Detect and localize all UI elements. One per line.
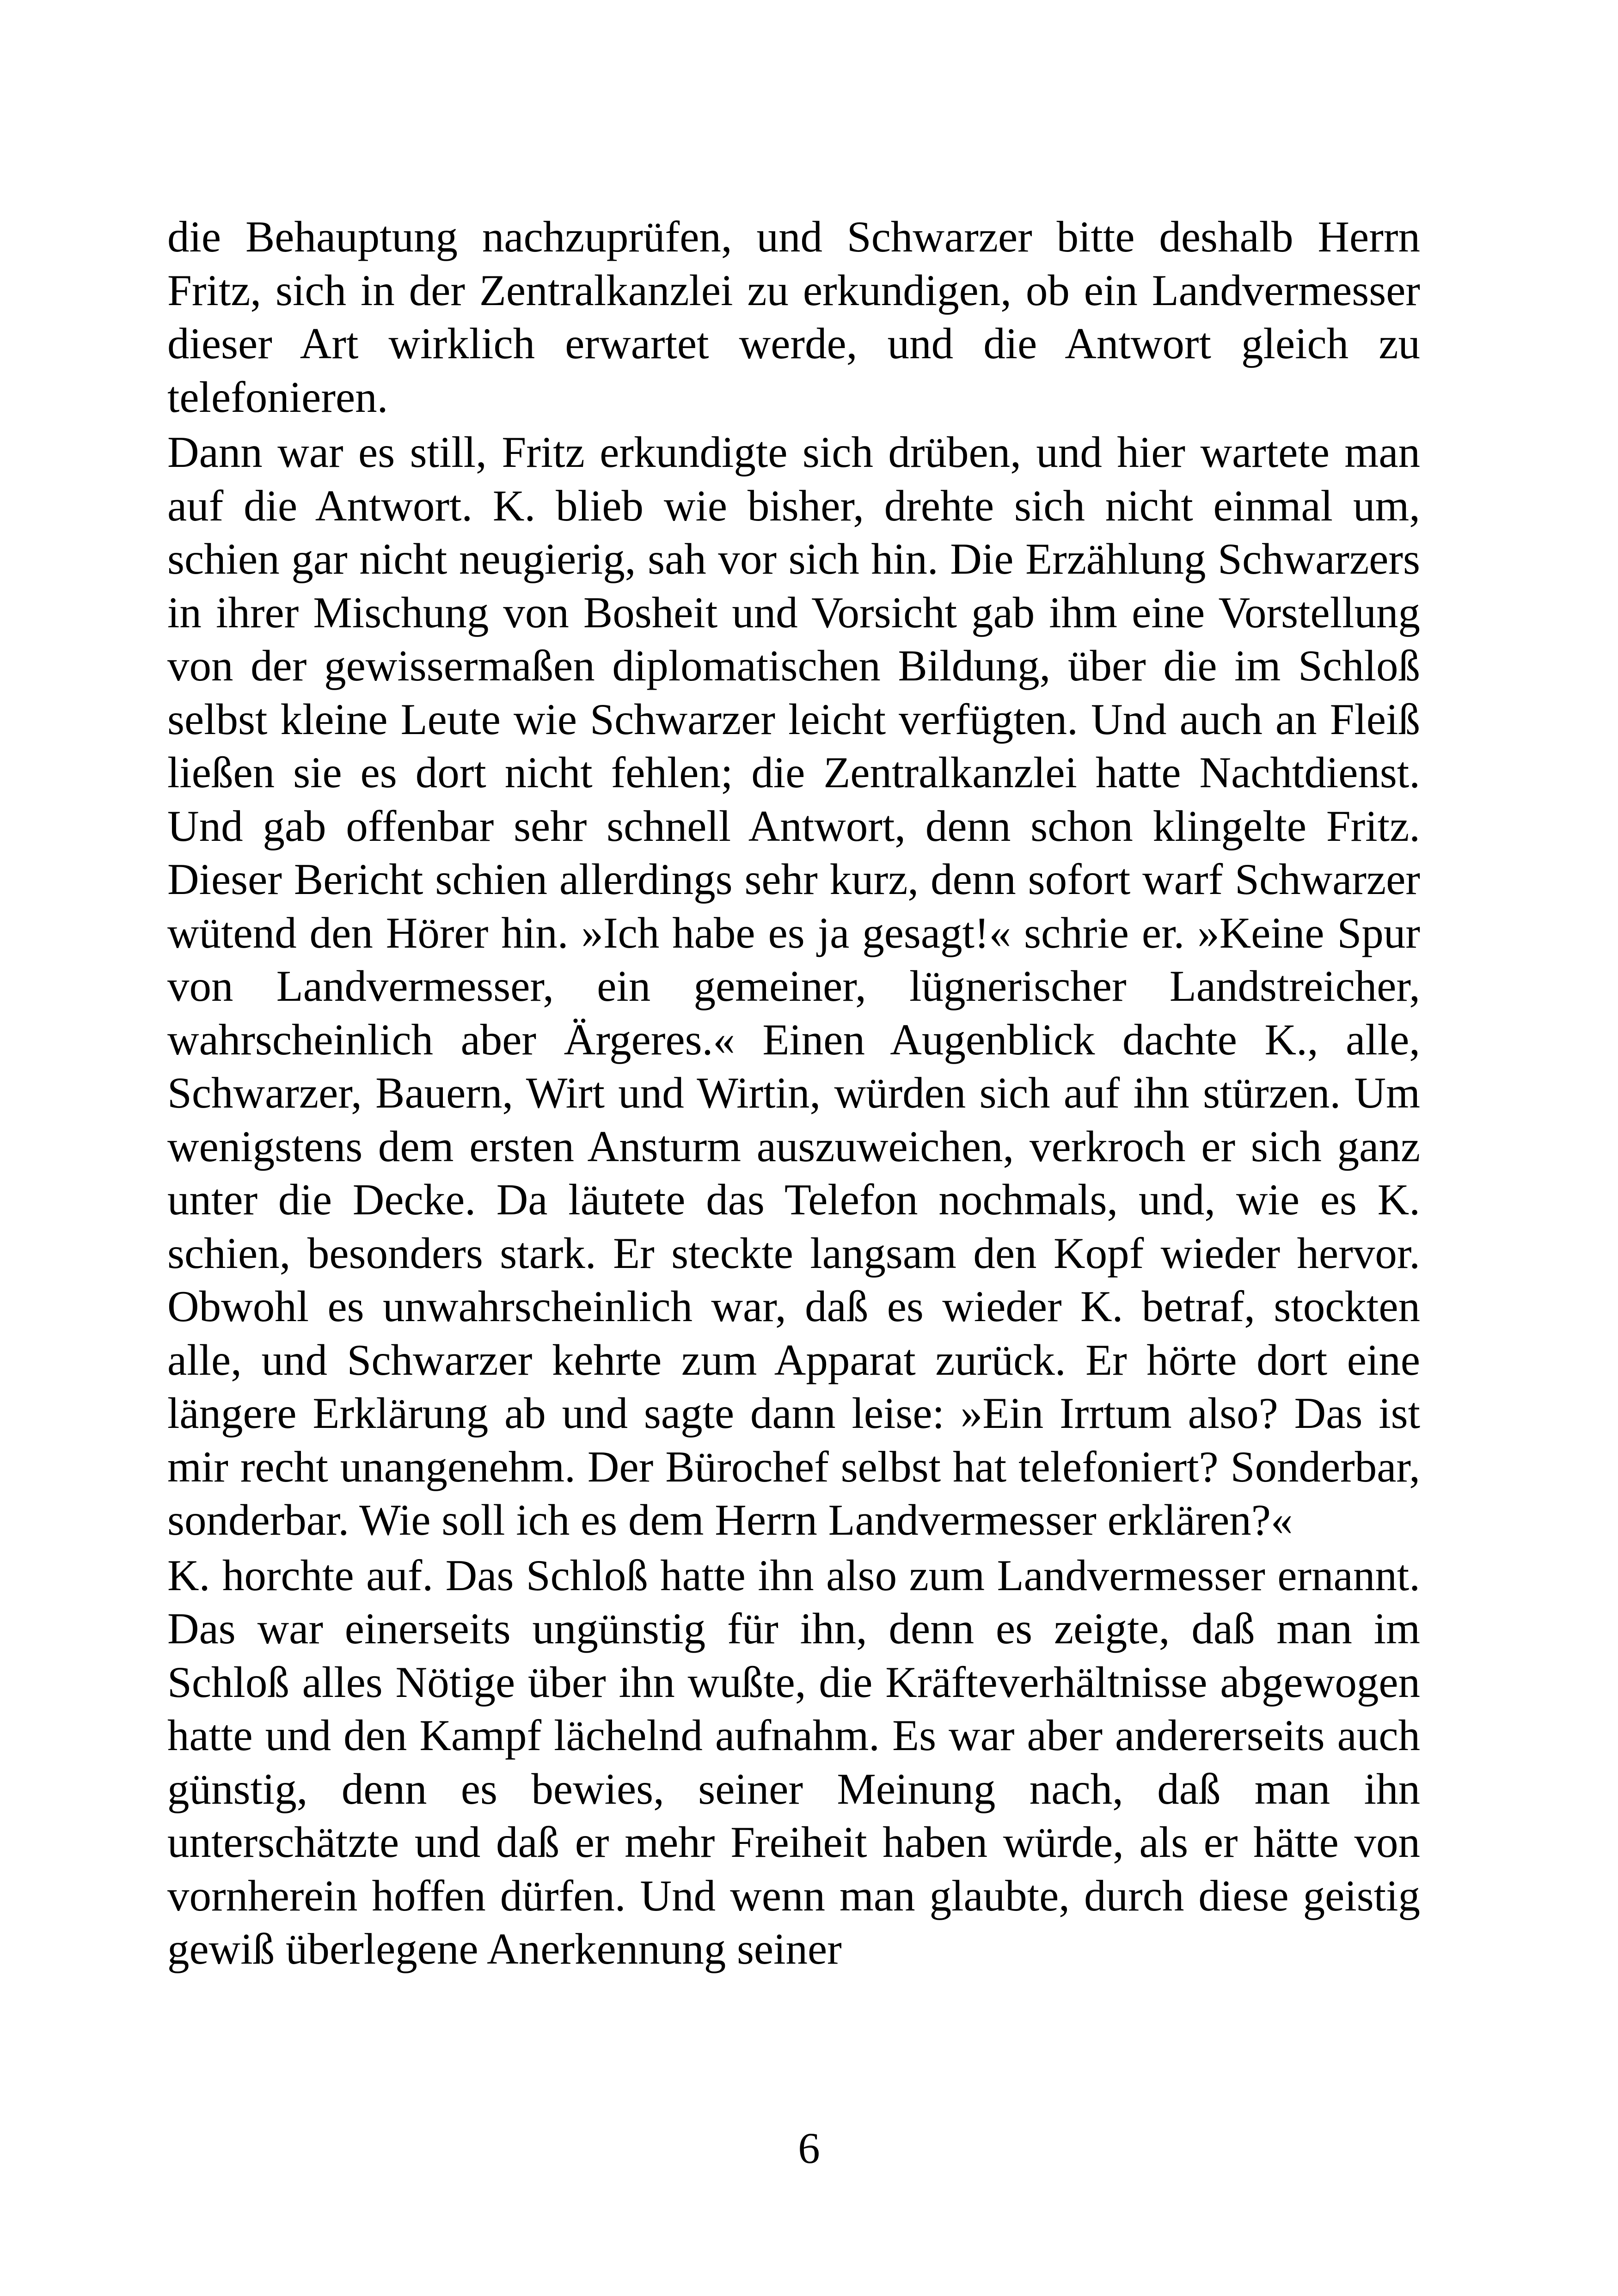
paragraph-2: Dann war es still, Fritz erkundigte sich drüben, und hier wartete man auf die Antwort. K. blieb wie bisher, drehte sich nicht einmal um, schien gar nicht neugierig, sah vor sich hin. Die Erzählung Schwarzers in ihrer Mischung von Bosheit und Vorsicht gab ihm eine Vorstellung von der gewissermaßen diplomatischen Bildung, über die im Schloß selbst kleine Leute wie Schwarzer leicht verfügten. Und auch an Fleiß ließen sie es dort nicht fehlen; die Zentralkanzlei hatte Nachtdienst. Und gab offenbar sehr schnell Antwort, denn schon klingelte Fritz. Dieser Bericht schien allerdings sehr kurz, denn sofort warf Schwarzer wütend den Hörer hin. »Ich habe es ja gesagt!« schrie er. »Keine Spur von Landvermesser, ein gemeiner, lügnerischer Landstreicher, wahrscheinlich aber Ärgeres.« Einen Augenblick dachte K., alle, Schwarzer, Bauern, Wirt und Wirtin, würden sich auf ihn stürzen. Um wenigstens dem ersten Ansturm auszuweichen, verkroch er sich ganz unter die Decke. Da läutete das Telefon nochmals, und, wie es K. schien, besonders stark. Er steckte langsam den Kopf wieder hervor. Obwohl es unwahrscheinlich war, daß es wieder K. betraf, stockten alle, und Schwarzer kehrte zum Apparat zurück. Er hörte dort eine längere Erklärung ab und sagte dann leise: »Ein Irrtum also? Das ist mir recht unangenehm. Der Bürochef selbst hat telefoniert? Sonderbar, sonderbar. Wie soll ich es dem Herrn Landvermesser erklären?« bbox=[167, 428, 1420, 1544]
page-number: 6 bbox=[798, 2124, 820, 2173]
paragraph-3: K. horchte auf. Das Schloß hatte ihn also zum Landvermesser ernannt. Das war einerseits ungünstig für ihn, denn es zeigte, daß man im Schloß alles Nötige über ihn wußte, die Kräfteverhältnisse abgewogen hatte und den Kampf lächelnd aufnahm. Es war aber andererseits auch günstig, denn es bewies, seiner Meinung nach, daß man ihn unterschätzte und daß er mehr Freiheit haben würde, als er hätte von vornherein hoffen dürfen. Und wenn man glaubte, durch diese geistig gewiß überlegene Anerkennung seiner bbox=[167, 1550, 1420, 1973]
paragraph-1: die Behauptung nachzuprüfen, und Schwarzer bitte deshalb Herrn Fritz, sich in der Zentralkanzlei zu erkundigen, ob ein Landvermesser dieser Art wirklich erwartet werde, und die Antwort gleich zu telefonieren. bbox=[167, 212, 1420, 422]
body-text bbox=[167, 210, 1420, 1978]
